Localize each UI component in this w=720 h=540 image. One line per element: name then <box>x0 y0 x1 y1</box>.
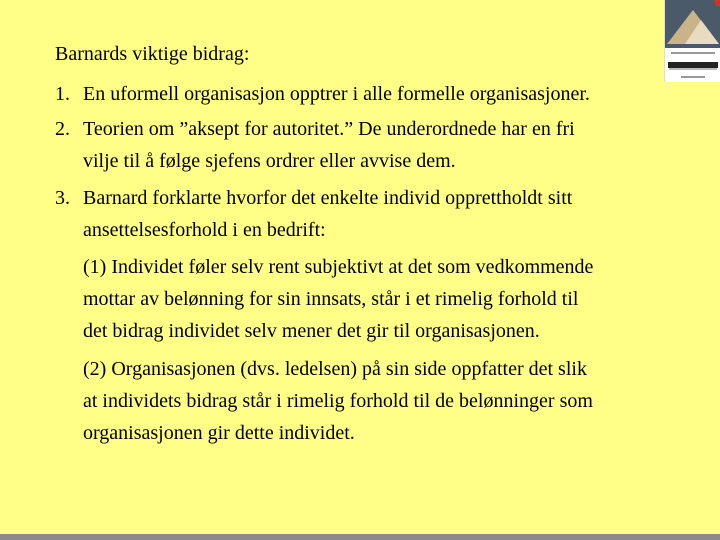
list-item-line: Teorien om ”aksept for autoritet.” De underordnede har en fri <box>83 118 575 140</box>
list-item-line: En uformell organisasjon opptrer i alle formelle organisasjoner. <box>83 83 590 105</box>
bottom-bar <box>0 534 720 540</box>
sub-point <box>83 353 683 449</box>
list-item-number: 1. <box>55 83 70 105</box>
sub-point-line: det bidrag individet selv mener det gir til organisasjonen. <box>83 320 540 342</box>
cover-subtitle-line <box>669 68 717 70</box>
sub-point-line: organisasjonen gir dette individet. <box>83 422 355 444</box>
book-cover-image <box>664 0 720 82</box>
list-item-number: 2. <box>55 118 70 140</box>
cover-author-line <box>671 52 715 54</box>
sub-point-line: mottar av belønning for sin innsats, står i et rimelig forhold til <box>83 288 579 310</box>
cover-title <box>667 56 719 64</box>
sub-point-line: (2) Organisasjonen (dvs. ledelsen) på sin side oppfatter det slik <box>83 358 587 380</box>
sub-point-line: (1) Individet føler selv rent subjektivt at det som vedkommende <box>83 256 594 278</box>
list-item-line: ansettelsesforhold i en bedrift: <box>83 219 326 241</box>
sub-point <box>83 251 683 347</box>
cover-art <box>665 0 720 48</box>
list-item-number: 3. <box>55 187 70 209</box>
list-item-line: vilje til å følge sjefens ordrer eller avvise dem. <box>83 150 456 172</box>
sub-point-line: at individets bidrag står i rimelig forhold til de belønninger som <box>83 390 593 412</box>
slide-heading: Barnards viktige bidrag: <box>55 43 250 65</box>
mountain-icon <box>665 0 720 48</box>
cover-publisher-line <box>681 76 705 78</box>
list-item-line: Barnard forklarte hvorfor det enkelte individ opprettholdt sitt <box>83 187 573 209</box>
